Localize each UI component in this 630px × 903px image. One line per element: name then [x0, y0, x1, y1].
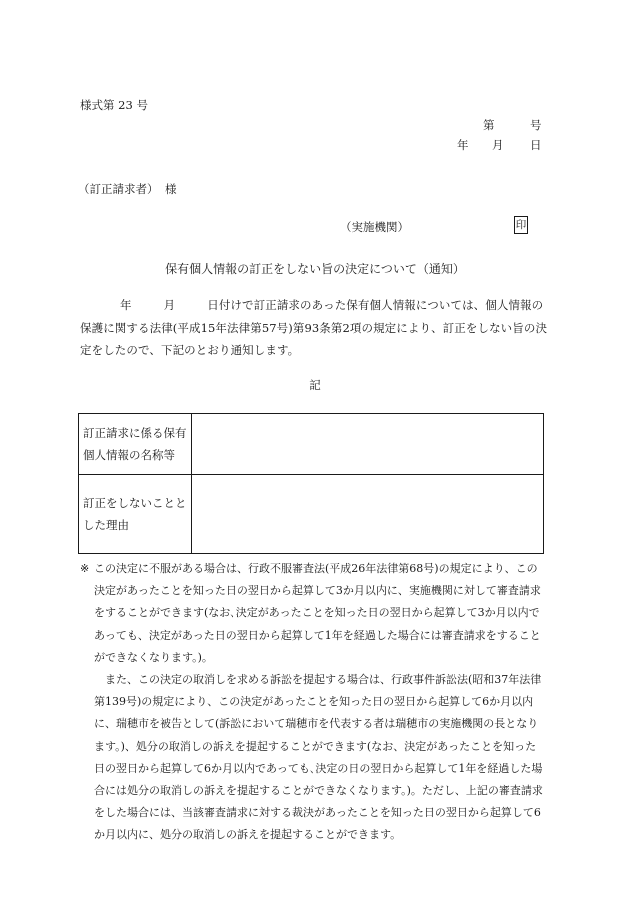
note-paragraph-2: また、この決定の取消しを求める訴訟を提起する場合は、行政事件訴訟法(昭和37年法律第139号)の規定により、この決定があったことを知った日の翌日から起算して6か月以内に、瑞穂市を被告として(訴訟において瑞穂市を代表する者は瑞穂市の実施機関の長となります。)、処分の取消しの訴えを提起することができます(なお、決定があったことを知った日の翌日から起算して6か月以内であっても､決定の日の翌日から起算して1年を経過した場合には処分の取消しの訴えを提起することができなくなります。)。ただし、上記の審査請求をした場合には、当該審査請求に対する裁決があったことを知った日の翌日から起算して6か月以内に、処分の取消しの訴えを提起することができます。 — [94, 673, 543, 842]
ki-heading: 記 — [309, 378, 321, 392]
table-row — [79, 475, 544, 554]
addressee-honorific: 様 — [165, 182, 177, 196]
body-year: 年 — [120, 298, 132, 312]
agency-name: （実施機関） — [340, 220, 409, 234]
note-mark: ※ — [80, 562, 90, 575]
info-table — [78, 413, 544, 554]
date-day: 日 — [530, 138, 542, 152]
body-month: 月 — [163, 298, 176, 312]
form-number: 様式第 23 号 — [80, 98, 148, 112]
doc-number-prefix: 第 — [483, 118, 495, 132]
seal-mark: 印 — [514, 216, 528, 234]
row2-label: 訂正をしないこととした理由 — [79, 475, 192, 554]
row2-value[interactable] — [192, 475, 544, 554]
table-row — [79, 414, 544, 475]
row1-value[interactable] — [192, 414, 544, 475]
date-month: 月 — [492, 138, 504, 152]
doc-number-suffix: 号 — [530, 118, 542, 132]
note-text-1: この決定に不服がある場合は、行政不服審査法(平成26年法律第68号)の規定により、この決定があったことを知った日の翌日から起算して3か月以内に、実施機関に対して審査請求をすることができます(なお､決定があったことを知った日の翌日から起算して3か月以内であっても、決定があった日の翌日から起算して1年を経過した場合には審査請求をすることができなくなります。)。 — [94, 562, 541, 664]
notes-section — [80, 558, 546, 847]
body-paragraph — [80, 294, 554, 362]
addressee-name: （訂正請求者） — [78, 182, 159, 196]
note-paragraph-1 — [80, 558, 546, 669]
body-text: 日付けで訂正請求のあった保有個人情報については、個人情報の保護に関する法律(平成15年法律第57号)第93条第2項の規定により、訂正をしない旨の決定をしたので、下記のとおり通知します。 — [80, 298, 548, 357]
document-title: 保有個人情報の訂正をしない旨の決定について（通知） — [165, 262, 465, 276]
row1-label: 訂正請求に係る保有個人情報の名称等 — [79, 414, 192, 475]
date-year: 年 — [457, 138, 469, 152]
